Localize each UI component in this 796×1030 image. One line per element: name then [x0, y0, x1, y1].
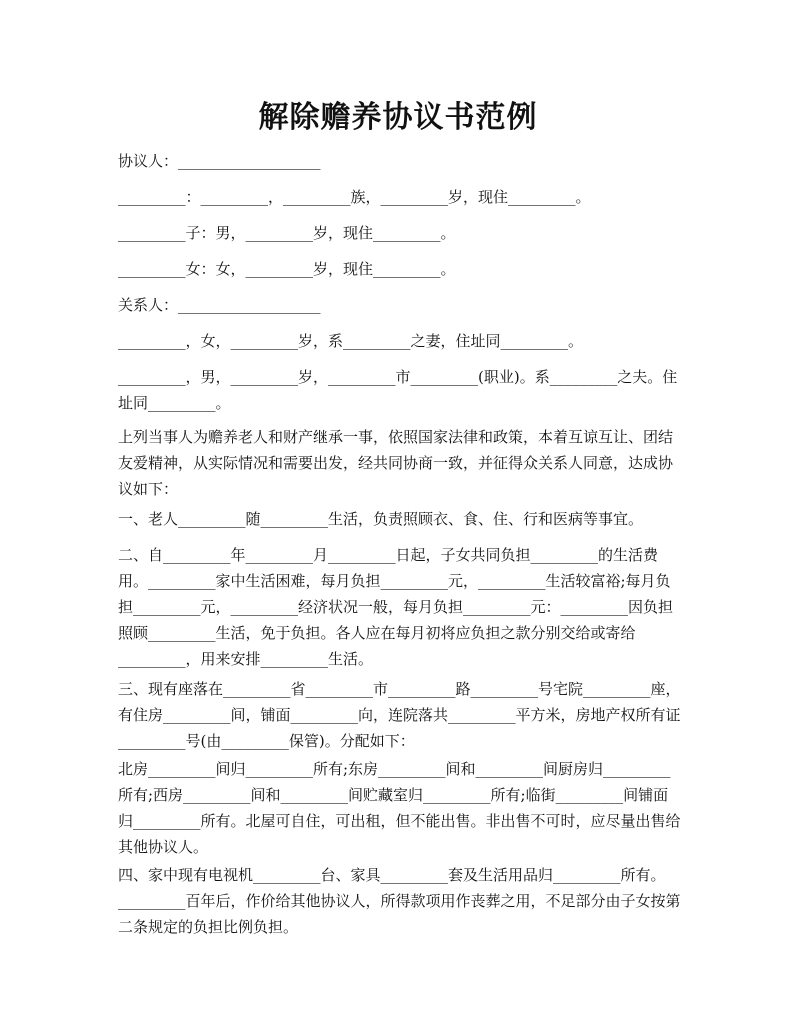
clause-4: 四、家中现有电视机_________台、家具_________套及生活用品归_________所有。_________百年后，作价给其他协议人，所得款项用作丧葬之用，不足部分由子女按第二条规定的负担比例负担。: [118, 866, 681, 936]
party-line-1: _________：_________，_________族，_________岁，现住_________。: [118, 188, 591, 206]
clause-2: 二、自_________年_________月_________日起，子女共同负担_________的生活费用。_________家中生活困难，每月负担_________元，_________生活较富裕;每月负担_________元，_________经济状况一般，每月负担_________元：_________因负担照顾_________生活，免于负担。各人应在每月初将应负担之款分别交给或寄给_________，用来安排_________生活。: [118, 546, 674, 668]
document-title: 解除赡养协议书范例: [258, 100, 538, 135]
related-line-husband: _________，男，_________岁，_________市_________(职业)。系_________之夫。住址同_________。: [118, 368, 678, 412]
party-line-son: _________子：男，_________岁，现住_________。: [118, 224, 456, 242]
intro-paragraph: 上列当事人为赡养老人和财产继承一事，依照国家法律和政策，本着互谅互让、团结友爱精神，从实际情况和需要出发，经共同协商一致，并征得众关系人同意，达成协议如下：: [118, 428, 674, 498]
clause-1: 一、老人_________随_________生活，负责照顾衣、食、住、行和医病等事宜。: [118, 510, 644, 528]
party-line-daughter: _________女：女，_________岁，现住_________。: [118, 260, 456, 278]
related-line-wife: _________，女，_________岁，系_________之妻，住址同_________。: [118, 332, 584, 350]
agreement-parties-label: 协议人：___________________: [118, 152, 321, 170]
clause-3-allocation: 北房_________间归_________所有;东房_________间和_________间厨房归_________所有;西房_________间和_________间贮藏室归_________所有;临街_________间铺面归_________所有。北屋可自住，可出租，但不能出售。非出售不可时，应尽量出售给其他协议人。: [118, 760, 681, 856]
related-parties-label: 关系人：___________________: [118, 296, 321, 314]
clause-3: 三、现有座落在_________省_________市_________路_________号宅院_________座，有住房_________间，铺面_________向，连院落共_________平方米，房地产权所有证_________号(由_________保管)。分配如下：: [118, 680, 681, 750]
